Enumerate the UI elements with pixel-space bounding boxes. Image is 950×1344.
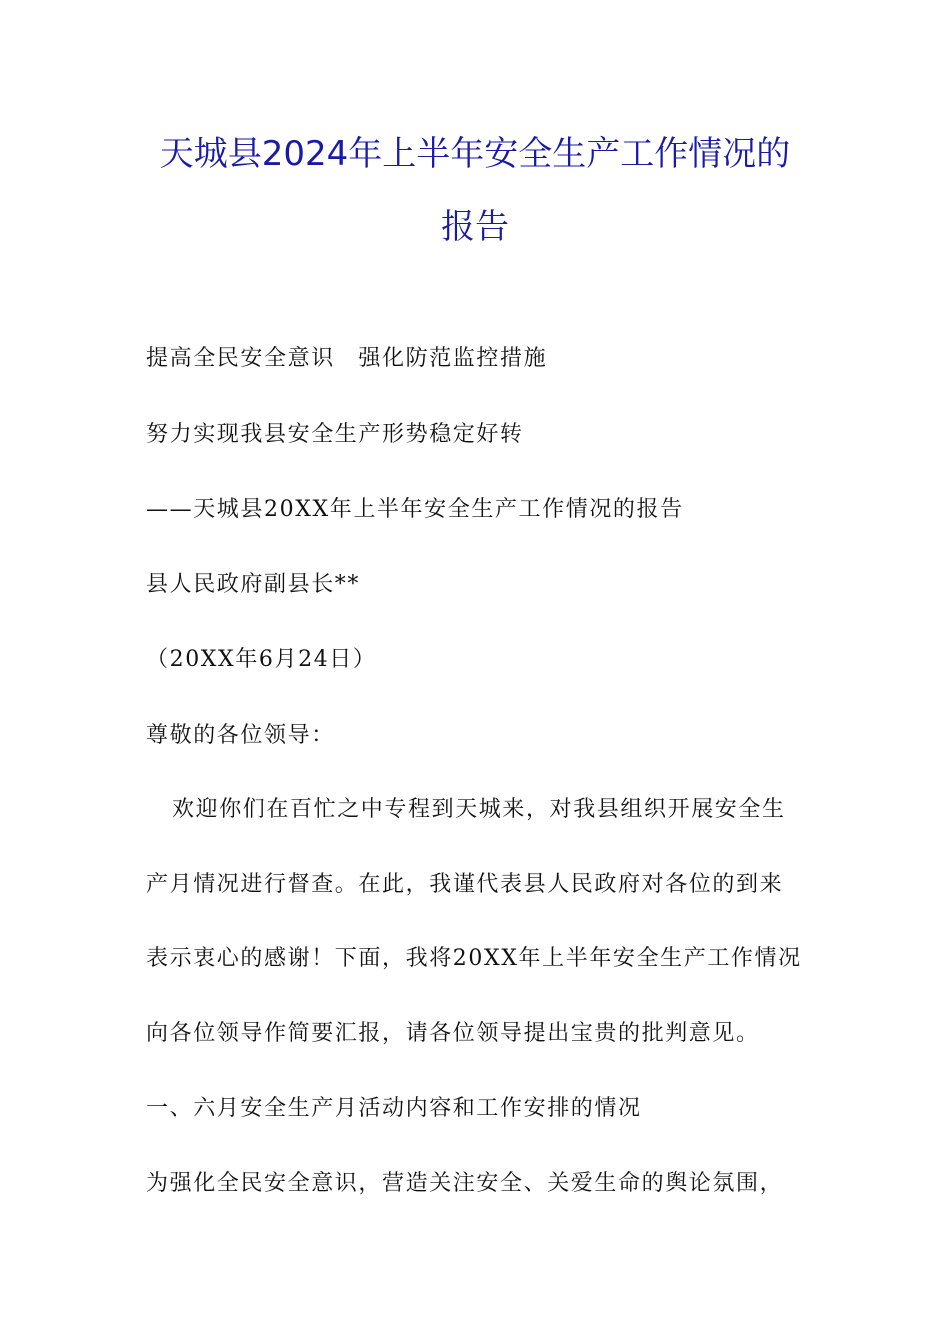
subtitle-line-2: 努力实现我县安全生产形势稳定好转 — [146, 422, 524, 447]
date-line: （20XX年6月24日） — [146, 647, 377, 672]
author-line: 县人民政府副县长** — [146, 572, 361, 597]
paragraph-2-line: 为强化全民安全意识，营造关注安全、关爱生命的舆论氛围， — [146, 1171, 784, 1196]
section-1-heading: 一、六月安全生产月活动内容和工作安排的情况 — [146, 1096, 642, 1121]
greeting-line: 尊敬的各位领导： — [146, 723, 335, 748]
paragraph-1-line: 向各位领导作简要汇报，请各位领导提出宝贵的批判意见。 — [146, 1021, 760, 1046]
paragraph-1-line: 欢迎你们在百忙之中专程到天城来，对我县组织开展安全生 — [172, 797, 786, 822]
paragraph-1-line: 表示衷心的感谢！下面，我将20XX年上半年安全生产工作情况 — [146, 946, 802, 971]
paragraph-1-line: 产月情况进行督查。在此，我谨代表县人民政府对各位的到来 — [146, 872, 784, 897]
subtitle-line-3: ——天城县20XX年上半年安全生产工作情况的报告 — [146, 497, 684, 522]
subtitle-line-1: 提高全民安全意识 强化防范监控措施 — [146, 346, 548, 371]
document-title-line-1: 天城县2024年上半年安全生产工作情况的 — [159, 134, 791, 174]
document-title-line-2: 报告 — [441, 207, 509, 247]
